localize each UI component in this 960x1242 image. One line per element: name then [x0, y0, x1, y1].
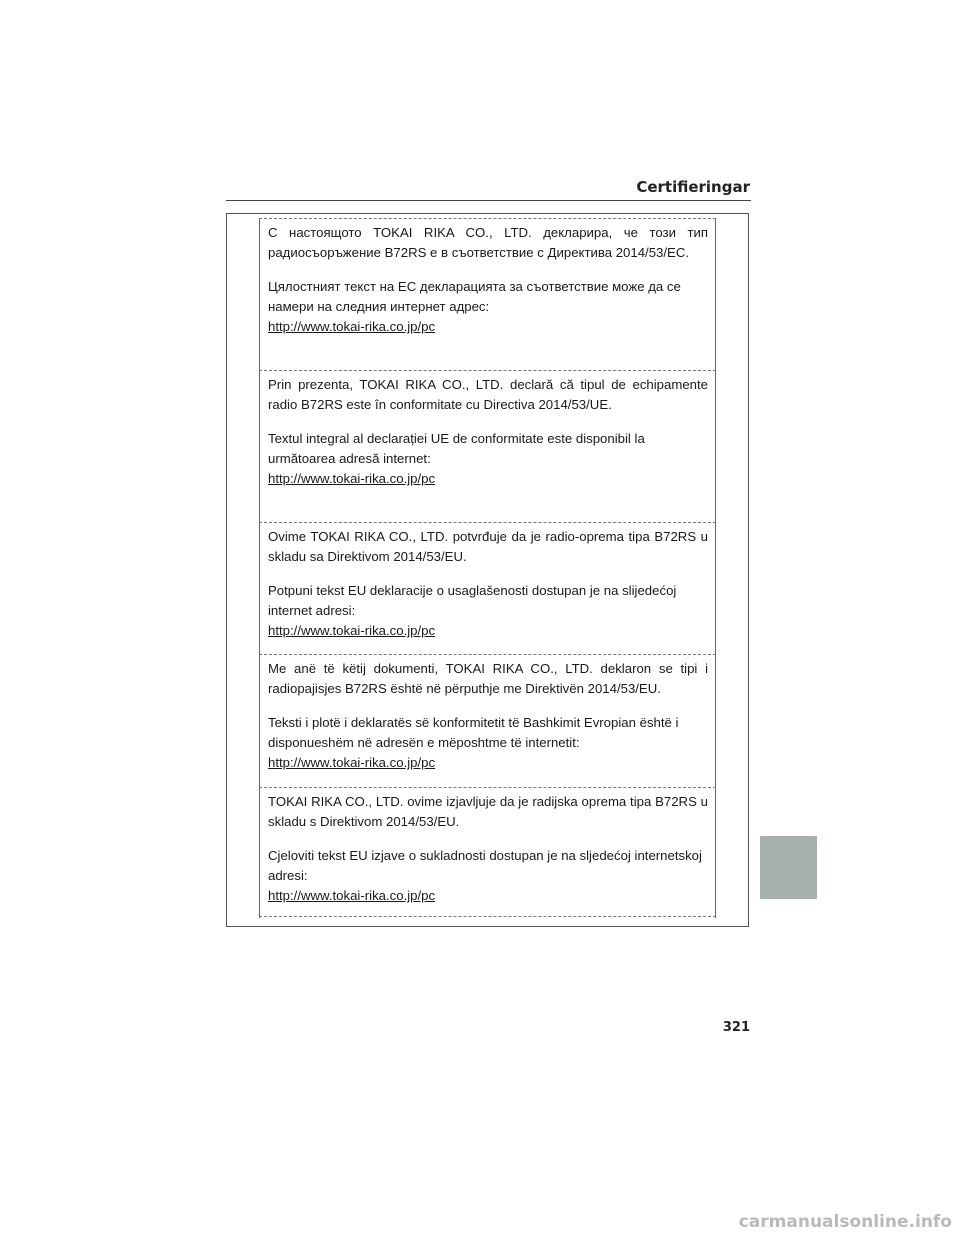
declaration-bottom-divider [259, 916, 716, 917]
declaration-statement: Prin prezenta, TOKAI RIKA CO., LTD. declară că tipul de echipamente radio B72RS este în conformitate cu Directiva 2014/53/UE. [268, 377, 708, 412]
declaration-bulgarian [259, 218, 716, 337]
declaration-albanian [259, 654, 716, 773]
declaration-availability: Cjeloviti tekst EU izjave o sukladnosti dostupan je na sljedećoj internetskoj adresi: [268, 848, 702, 883]
chapter-side-tab [760, 836, 817, 899]
declaration-link[interactable]: http://www.tokai-rika.co.jp/pc [268, 755, 436, 770]
declaration-statement: Ovime TOKAI RIKA CO., LTD. potvrđuje da je radio-oprema tipa B72RS u skladu sa Direktivom 2014/53/EU. [268, 529, 708, 564]
declaration-availability: Teksti i plotë i deklaratës së konformitetit të Bashkimit Evropian është i disponueshëm në adresën e mëposhtme të internetit: [268, 715, 679, 750]
declaration-statement: С настоящото TOKAI RIKA CO., LTD. декларира, че този тип радиосъоръжение B72RS е в съответствие с Директива 2014/53/EC. [268, 225, 708, 260]
declaration-bosnian [259, 522, 716, 641]
declaration-romanian [259, 370, 716, 489]
declaration-link[interactable]: http://www.tokai-rika.co.jp/pc [268, 471, 436, 486]
page-number: 321 [722, 1020, 750, 1035]
page-header-title: Certifieringar [636, 178, 750, 196]
site-watermark: carmanualsonline.info [738, 1212, 952, 1232]
declaration-link[interactable]: http://www.tokai-rika.co.jp/pc [268, 623, 436, 638]
header-divider [226, 200, 751, 201]
declaration-link[interactable]: http://www.tokai-rika.co.jp/pc [268, 888, 436, 903]
declaration-link[interactable]: http://www.tokai-rika.co.jp/pc [268, 319, 436, 334]
declaration-availability: Цялостният текст на ЕС декларацията за съответствие може да се намери на следния интернет адрес: [268, 279, 681, 314]
declaration-availability: Potpuni tekst EU deklaracije o usaglašenosti dostupan je na slijedećoj internet adresi: [268, 583, 677, 618]
declaration-statement: TOKAI RIKA CO., LTD. ovime izjavljuje da je radijska oprema tipa B72RS u skladu s Direktivom 2014/53/EU. [268, 794, 708, 829]
declaration-statement: Me anë të këtij dokumenti, TOKAI RIKA CO., LTD. deklaron se tipi i radiopajisjes B72RS është në përputhje me Direktivën 2014/53/EU. [268, 661, 708, 696]
declaration-availability: Textul integral al declarației UE de conformitate este disponibil la următoarea adresă internet: [268, 431, 645, 466]
declaration-croatian [259, 787, 716, 906]
